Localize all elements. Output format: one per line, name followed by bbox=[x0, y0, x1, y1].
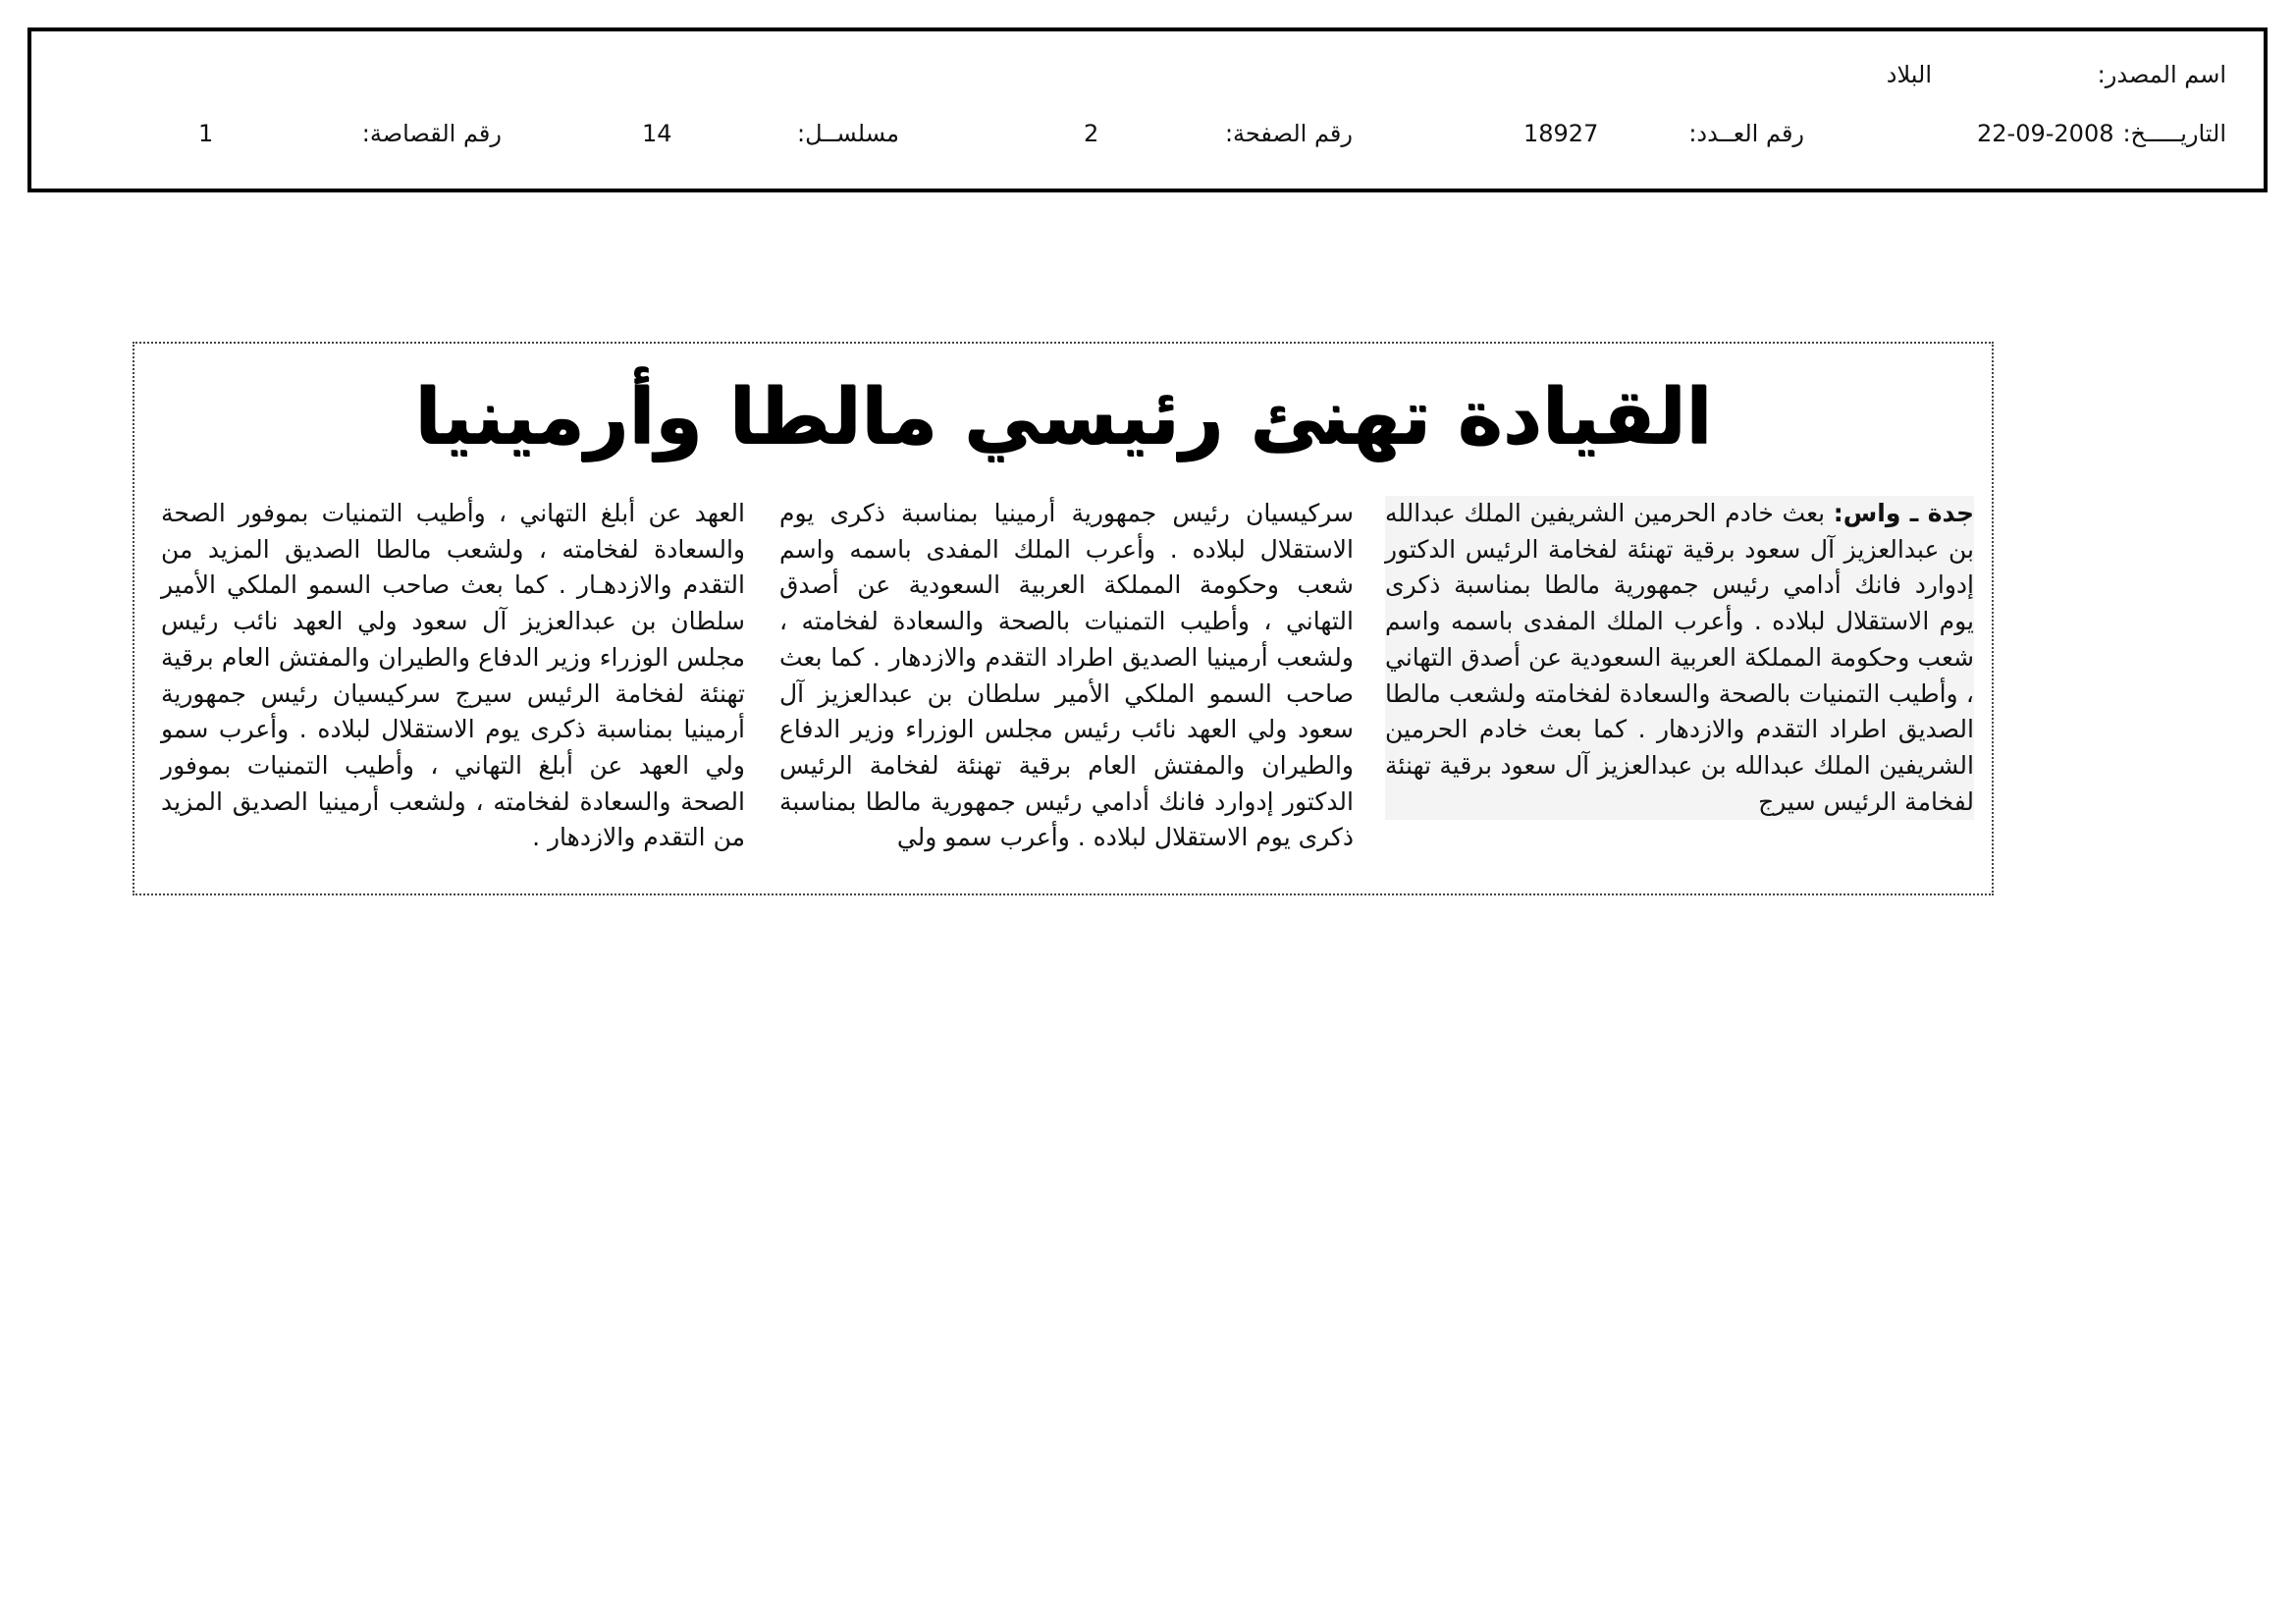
article-column-2 bbox=[779, 496, 1354, 856]
article-column-3 bbox=[161, 496, 745, 856]
date-label: التاريـــــخ: bbox=[2122, 120, 2226, 147]
date-value: 22-09-2008 bbox=[1977, 120, 2114, 147]
serial-value: 14 bbox=[642, 120, 672, 147]
issue-value: 18927 bbox=[1523, 120, 1599, 147]
source-value: البلاد bbox=[1886, 61, 1932, 88]
page-value: 2 bbox=[1084, 120, 1099, 147]
issue-label: رقم العــدد: bbox=[1688, 120, 1804, 147]
page-label: رقم الصفحة: bbox=[1224, 120, 1353, 147]
newspaper-clipping bbox=[133, 342, 1994, 895]
source-label: اسم المصدر: bbox=[2097, 61, 2226, 88]
article-column-3-text: العهد عن أبلغ التهاني ، وأطيب التمنيات بموفور الصحة والسعادة لفخامته ، ولشعب مالطا الصديق المزيد من التقدم والازدهـار . كما بعث صاحب السمو الملكي الأمير سلطان بن عبدالعزيز آل سعود ولي العهد نائب رئيس مجلس الوزراء وزير الدفاع والطيران والمفتش العام برقية تهنئة لفخامة الرئيس سيرج سركيسيان رئيس جمهورية أرمينيا بمناسبة ذكرى يوم الاستقلال لبلاده . وأعرب سمو ولي العهد عن أبلغ التهاني ، وأطيب التمنيات بموفور الصحة والسعادة لفخامته ، ولشعب أرمينيا الصديق المزيد من التقدم والازدهار . bbox=[161, 499, 745, 852]
article-headline: القيادة تهنئ رئيسي مالطا وأرمينيا bbox=[414, 373, 1712, 461]
article-dateline: جدة ـ واس: bbox=[1833, 499, 1974, 527]
article-column-1 bbox=[1385, 496, 1974, 820]
clipping-header bbox=[27, 27, 2268, 192]
article-column-2-text: سركيسيان رئيس جمهورية أرمينيا بمناسبة ذكرى يوم الاستقلال لبلاده . وأعرب الملك المفدى باسمه واسم شعب وحكومة المملكة العربية السعودية عن أصدق التهاني ، وأطيب التمنيات بالصحة والسعادة لفخامته ، ولشعب أرمينيا الصديق اطراد التقدم والازدهار . كما بعث صاحب السمو الملكي الأمير سلطان بن عبدالعزيز آل سعود ولي العهد نائب رئيس مجلس الوزراء وزير الدفاع والطيران والمفتش العام برقية تهنئة لفخامة الرئيس الدكتور إدوارد فانك أدامي رئيس جمهورية مالطا بمناسبة ذكرى يوم الاستقلال لبلاده . وأعرب سمو ولي bbox=[779, 499, 1354, 852]
serial-label: مسلســل: bbox=[797, 120, 899, 147]
clip-number-value: 1 bbox=[198, 120, 214, 147]
article-column-1-text: بعث خادم الحرمين الشريفين الملك عبدالله بن عبدالعزيز آل سعود برقية تهنئة لفخامة الرئيس الدكتور إدوارد فانك أدامي رئيس جمهورية مالطا بمناسبة ذكرى يوم الاستقلال لبلاده . وأعرب الملك المفدى باسمه واسم شعب وحكومة المملكة العربية السعودية عن أصدق التهاني ، وأطيب التمنيات بالصحة والسعادة لفخامته ولشعب مالطا الصديق اطراد التقدم والازدهار . كما بعث خادم الحرمين الشريفين الملك عبدالله بن عبدالعزيز آل سعود برقية تهنئة لفخامة الرئيس سيرج bbox=[1385, 499, 1974, 816]
clip-number-label: رقم القصاصة: bbox=[361, 120, 502, 147]
